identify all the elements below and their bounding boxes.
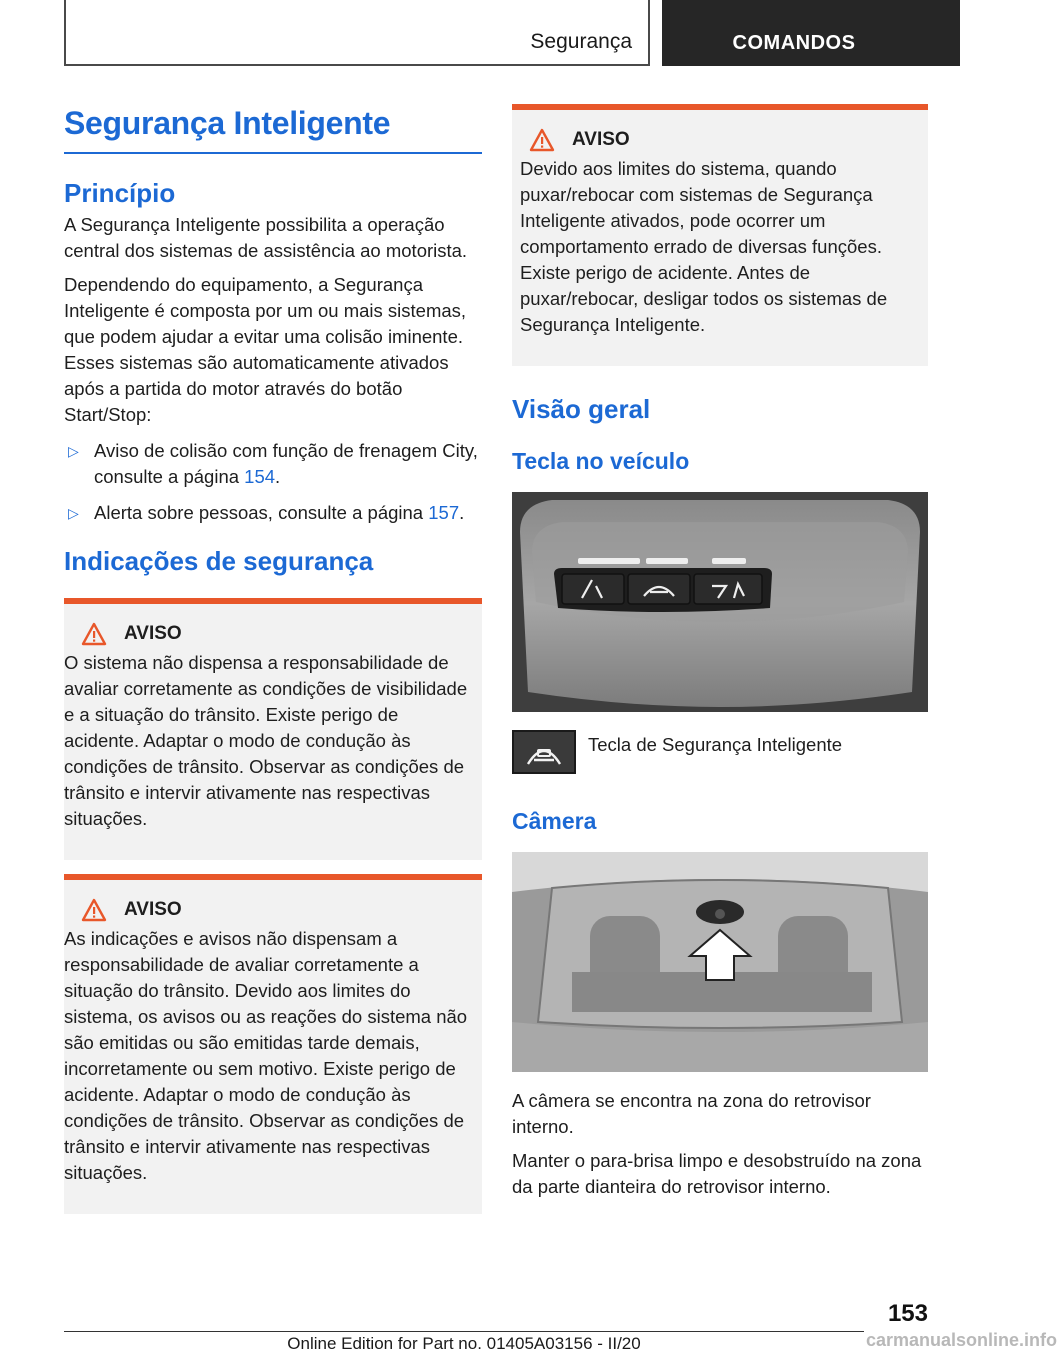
footer-divider [64, 1331, 864, 1332]
warning-box-3 [512, 104, 928, 366]
button-panel-photo [512, 492, 928, 712]
page-number: 153 [887, 1300, 928, 1327]
left-column [64, 100, 482, 1214]
header-section-box [64, 0, 650, 66]
paragraph-camera-care: Manter o para-brisa limpo e desobstruído na zona da parte dianteira do retrovisor interno. [512, 1150, 922, 1197]
warning-text: As indicações e avisos não dispensam a responsabilidade de avaliar corretamente a situação do trânsito. Devido aos limites do sistema, os avisos ou as reações do sistema não são emitidas ou são emitidas tarde demais, incorretamente ou sem motivo. Existe perigo de acidente. Adaptar o modo de condução às condições de trânsito. Observar as condições de trânsito e intervir ativamente nas respectivas situações. [64, 928, 468, 1183]
header-section-label: Segurança [530, 30, 632, 53]
camera-location-photo [512, 852, 928, 1072]
list-item: ▷ Aviso de colisão com função de frenagem City, consulte a página 154. [68, 440, 478, 487]
paragraph-composition: Dependendo do equipamento, a Segurança Inteligente é composta por um ou mais sistemas, que podem ajudar a evitar uma colisão iminente. Esses sistemas são automaticamente ativados após a partida do motor através do botão Start/Stop: [64, 274, 467, 425]
header-chapter-box [662, 0, 960, 66]
warning-triangle-icon [64, 622, 124, 646]
heading-tecla: Tecla no veículo [512, 448, 690, 474]
warning-triangle-icon [64, 898, 124, 922]
list-item: ▷ Alerta sobre pessoas, consulte a página 157. [64, 500, 482, 526]
warning-title: AVISO [124, 899, 182, 920]
heading-indicacoes: Indicações de segurança [64, 546, 374, 576]
page-link-157[interactable]: 157 [428, 502, 460, 523]
header-chapter-label: COMANDOS [732, 32, 856, 54]
paragraph-intro: A Segurança Inteligente possibilita a operação central dos sistemas de assistência ao motorista. [64, 214, 468, 261]
warning-title: AVISO [572, 129, 630, 150]
bullet-triangle-icon: ▷ [68, 505, 79, 521]
page-link-154[interactable]: 154 [244, 466, 276, 487]
warning-triangle-icon [512, 128, 572, 152]
footer-edition: Online Edition for Part no. 01405A03156 - II/20 [287, 1334, 641, 1353]
bullet-triangle-icon: ▷ [68, 443, 79, 459]
warning-text: O sistema não dispensa a responsabilidade de avaliar corretamente as condições de visibilidade e a situação do trânsito. Existe perigo de acidente. Adaptar o modo de condução às condições de trânsito. Observar as condições de trânsito e intervir ativamente nas respectivas situações. [64, 652, 468, 829]
paragraph-camera-location: A câmera se encontra na zona do retrovisor interno. [512, 1090, 871, 1137]
intelligent-safety-button-icon [512, 730, 576, 774]
warning-text: Devido aos limites do sistema, quando puxar/rebocar com sistemas de Segurança Inteligente ativados, pode ocorrer um comportamento errado de diversas funções. Existe perigo de acidente. Antes de puxar/rebocar, desligar todos os sistemas de Segurança Inteligente. [520, 158, 888, 335]
right-column [512, 100, 928, 1200]
caption-row [512, 730, 928, 774]
warning-box-2 [64, 874, 482, 1214]
heading-visao-geral: Visão geral [512, 394, 651, 424]
warning-box-1 [64, 598, 482, 860]
caption-text: Tecla de Segurança Inteligente [588, 734, 843, 755]
heading-camera: Câmera [512, 808, 597, 834]
warning-title: AVISO [124, 623, 182, 644]
page-title: Segurança Inteligente [64, 100, 482, 154]
watermark: carmanualsonline.info [866, 1330, 1057, 1350]
heading-principio: Princípio [64, 178, 176, 208]
systems-list [64, 438, 482, 526]
